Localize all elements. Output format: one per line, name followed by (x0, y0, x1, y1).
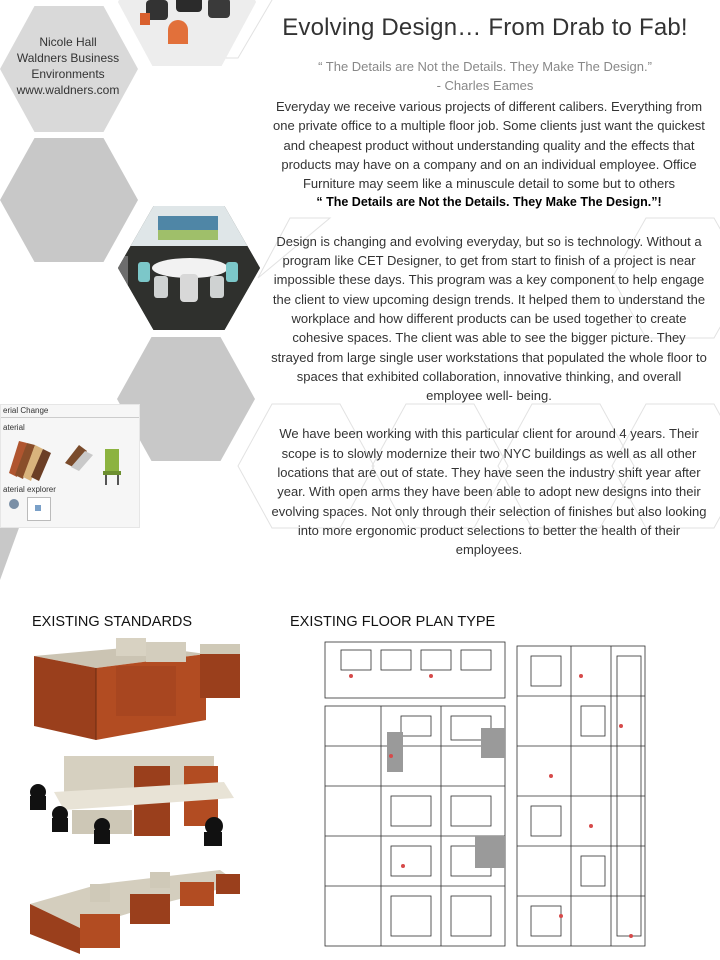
material-change-screenshot (0, 404, 140, 528)
existing-floor-plan-heading: EXISTING FLOOR PLAN TYPE (290, 614, 496, 630)
paragraph-intro: Everyday we receive various projects of different calibers. Everything from one private office to a multiple floor job. Some clients just want the quickest and cheapest product without understanding quality and the effects that products may have on a company and on an individual employee. Office Furniture may seem like a minuscule detail to some but to others (273, 99, 705, 192)
workstation-photo-3 (20, 864, 244, 954)
floor-plan-drawing (321, 636, 651, 958)
page-title: Evolving Design… From Drab to Fab! (282, 14, 688, 41)
workstation-photo-2 (24, 752, 244, 852)
material-swatches-icon (1, 433, 139, 493)
paragraph-technology: Design is changing and evolving everyday, but so is technology. Without a program like CET Designer, to get from start to finish of a project is near impossible these days. This program was a key component to help engage the client to view upcoming design trends. It helped them to understand the workplace and how different products can be used together to create cohesive spaces. The client was able to see the bigger picture. They strayed from large single user workstations that populated the whole floor to spaces that exhibited collaboration, innovative thinking, and overall employee well- being. (271, 233, 707, 404)
thumbnail-explorer-label: aterial explorer (3, 485, 56, 494)
paragraph-client: We have been working with this particular client for around 4 years. Their scope is to slowly modernize their two NYC buildings as well as all other locations that are out of state. They have seen the industry shift year after year. With open arms they have been able to adopt new designs into their evolving spaces. Not only through their selection of finishes but also looking into more ergonomic product selections to better the health of their employees. (271, 426, 707, 558)
eames-quote (270, 57, 700, 95)
author-info (0, 34, 136, 98)
company-url: www.waldners.com (16, 83, 120, 97)
paragraph-intro-emphasis: “ The Details are Not the Details. They Make The Design.”! (316, 195, 662, 210)
author-name: Nicole Hall (39, 35, 97, 49)
article-body (270, 97, 708, 560)
thumbnail-header: erial Change (3, 406, 49, 415)
company-name: Waldners Business Environments (16, 51, 120, 81)
existing-standards-heading: EXISTING STANDARDS (32, 614, 193, 630)
workstation-photo-1 (16, 636, 246, 746)
quote-author: - Charles Eames (436, 78, 534, 93)
thumbnail-material-label: aterial (3, 423, 25, 432)
quote-text: “ The Details are Not the Details. They Make The Design.” (318, 59, 652, 74)
